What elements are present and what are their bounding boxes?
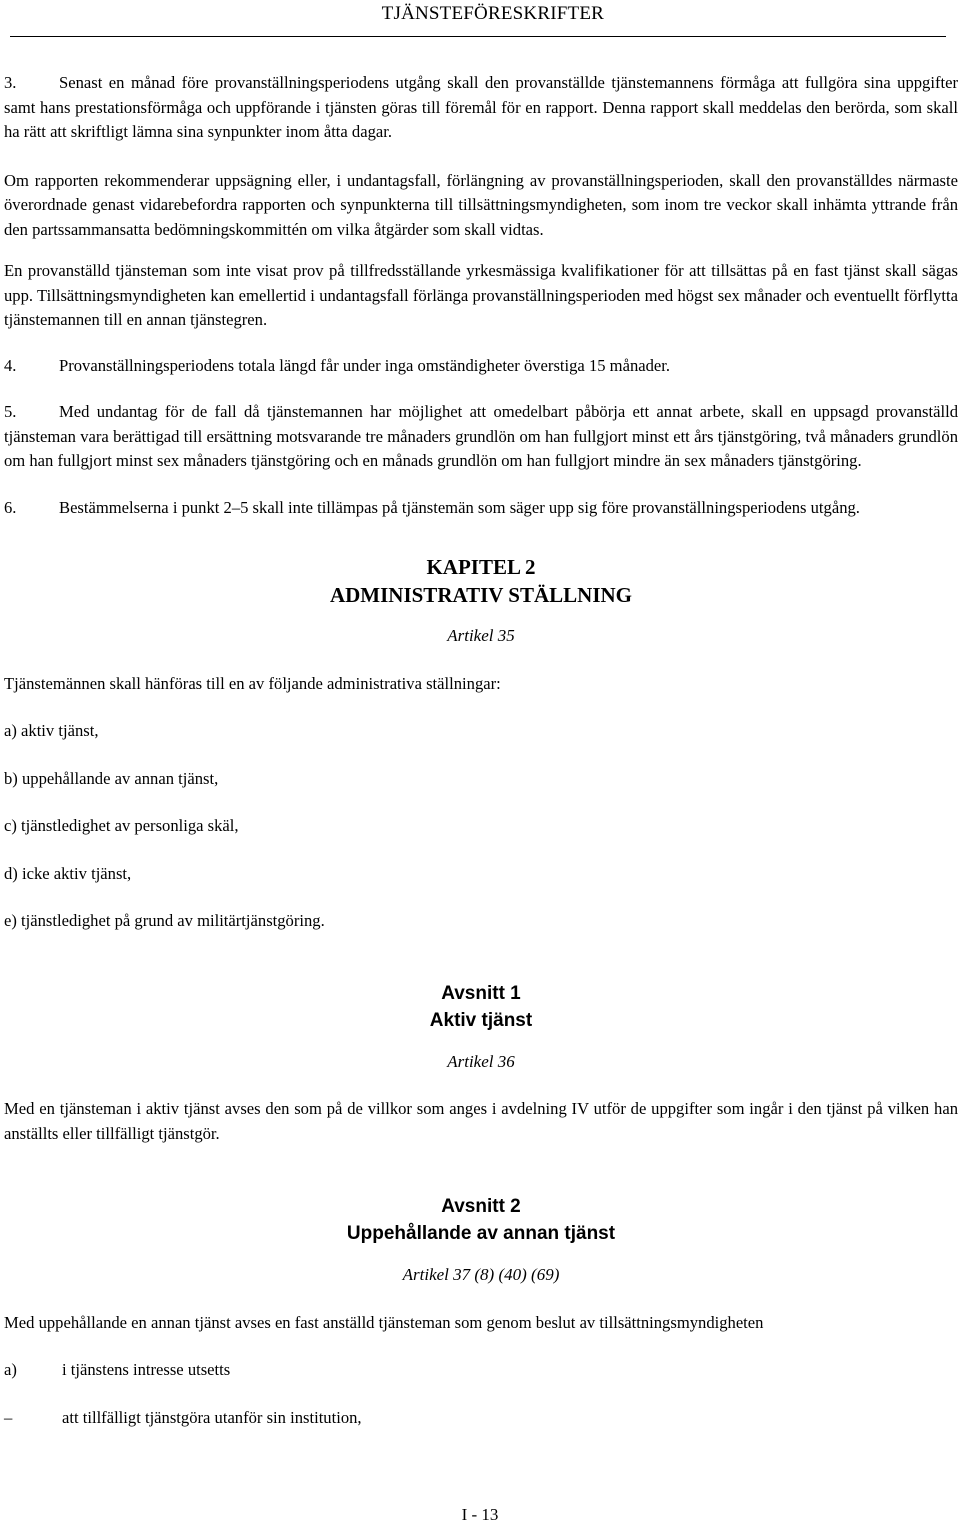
article-36-heading: Artikel 36 xyxy=(447,1051,515,1071)
section-2-title: Avsnitt 2 xyxy=(441,1196,521,1217)
section-2-subtitle: Uppehållande av annan tjänst xyxy=(346,1223,616,1244)
section-1-text: Med en tjänsteman i aktiv tjänst avses den som på de villkor som anges i avdelning IV utför de uppgifter som ingår i den tjänst på vilken han anställts eller tillfälligt tjänstgör. xyxy=(4,1099,958,1143)
section-2-text: Med uppehållande en annan tjänst avses en fast anställd tjänsteman som genom beslut av tillsättningsmyndigheten xyxy=(4,1312,764,1332)
paragraph-text: Med undantag för de fall då tjänstemannen har möjlighet att omedelbart påbörja ett annat arbete, skall en uppsagd provanställd tjänsteman vara berättigad till ersättning motsvarande tre månaders grundlön om han fullgjort minst ett års tjänstgöring, två månaders grundlön om han fullgjort minst sex månaders tjänstgöring och en månads grundlön om han fullgjort mindre än sex månaders tjänstgöring. xyxy=(4,402,958,470)
list-item-text: i tjänstens intresse utsetts xyxy=(62,1360,231,1379)
header-title: TJÄNSTEFÖRESKRIFTER xyxy=(381,3,604,24)
article-35-heading: Artikel 35 xyxy=(447,626,515,645)
paragraph-number: 3. xyxy=(4,73,17,92)
article-37-heading: Artikel 37 (8) (40) (69) xyxy=(402,1265,560,1284)
paragraph-3 xyxy=(4,71,958,145)
paragraph-number: 5. xyxy=(4,402,17,421)
chapter-title: KAPITEL 2 xyxy=(426,555,536,579)
section-1-title: Avsnitt 1 xyxy=(441,982,521,1004)
page-header xyxy=(0,0,960,40)
list-marker: a) xyxy=(4,1360,17,1379)
paragraph-3-continued-1: Om rapporten rekommenderar uppsägning eller, i undantagsfall, förlängning av provanställningsperioden, skall den provanställdes närmaste överordnade genast vidarebefordra rapporten och synpunkterna till tillsättningsmyndigheten, som inom tre veckor skall inhämta yttrande från den partssammansatta bedömningskommittén om vilka åtgärder som skall vidtas. xyxy=(4,170,958,239)
section-2-dash-item xyxy=(4,1406,958,1431)
section-2-item-a xyxy=(4,1358,958,1383)
paragraph-text: Senast en månad före provanställningsperiodens utgång skall den provanställde tjänstemannens förmåga att fullgöra sina uppgifter samt hans prestationsförmåga och uppförande i tjänsten göras till föremål för en rapport. Denna rapport skall meddelas den berörda, som skall ha rätt att skriftligt lämna sina synpunkter inom åtta dagar. xyxy=(4,73,958,141)
status-item-c: c) tjänstledighet av personliga skäl, xyxy=(4,816,239,835)
chapter-intro: Tjänstemännen skall hänföras till en av följande administrativa ställningar: xyxy=(4,673,501,693)
status-item-e: e) tjänstledighet på grund av militärtjänstgöring. xyxy=(4,911,325,930)
dash-marker: – xyxy=(4,1407,13,1427)
paragraph-6 xyxy=(4,496,958,521)
status-item-b: b) uppehållande av annan tjänst, xyxy=(4,768,219,788)
paragraph-3-continued-2: En provanställd tjänsteman som inte visat prov på tillfredsställande yrkesmässiga kvalifikationer för att tillsättas på en fast tjänst skall sägas upp. Tillsättningsmyndigheten kan emellertid i undantagsfall förlänga provanställningsperioden med högst sex månader och eventuellt förflytta tjänstemannen till en annan tjänstegren. xyxy=(4,261,958,329)
paragraph-text: Bestämmelserna i punkt 2–5 skall inte tillämpas på tjänstemän som säger upp sig före provanställningsperiodens utgång. xyxy=(59,497,860,517)
paragraph-text: Provanställningsperiodens totala längd får under inga omständigheter överstiga 15 månader. xyxy=(59,355,671,375)
paragraph-number: 6. xyxy=(4,497,17,517)
page-number: I - 13 xyxy=(461,1505,499,1524)
header-rule xyxy=(10,36,946,37)
status-item-d: d) icke aktiv tjänst, xyxy=(4,863,132,883)
paragraph-5 xyxy=(4,400,958,474)
document-body xyxy=(4,71,958,1430)
paragraph-number: 4. xyxy=(4,355,17,375)
section-1-subtitle: Aktiv tjänst xyxy=(429,1009,533,1031)
paragraph-4 xyxy=(4,354,958,379)
list-item-text: att tillfälligt tjänstgöra utanför sin institution, xyxy=(62,1407,362,1427)
chapter-subtitle: ADMINISTRATIV STÄLLNING xyxy=(329,583,633,607)
status-item-a: a) aktiv tjänst, xyxy=(4,721,99,740)
